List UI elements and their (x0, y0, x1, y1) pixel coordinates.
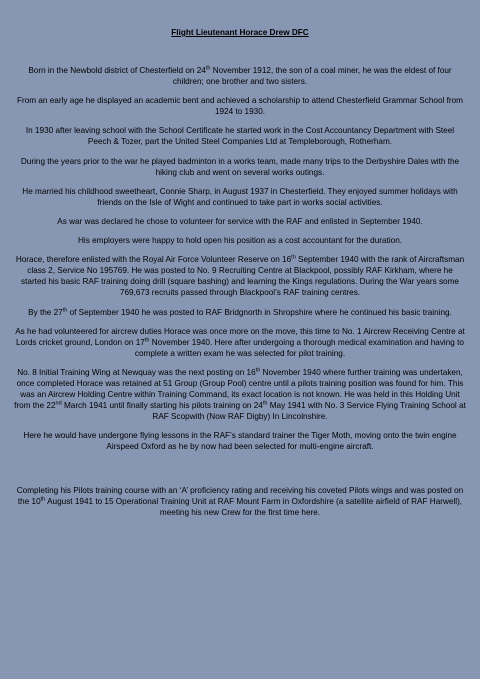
paragraph-education: From an early age he displayed an academic bent and achieved a scholarship to attend Chesterfield Grammar School from 1924 to 1930. (16, 96, 463, 117)
paragraph-flying-lessons: Here he would have undergone flying lessons in the RAF’s standard trainer the Tiger Moth, moving onto the twin engine Airspeed Oxford as he by now had been selected for multi-engine aircraft. (23, 431, 457, 452)
paragraph-employer: His employers were happy to hold open his position as a cost accountant for the duration. (77, 236, 403, 246)
paragraph-prewar-activities: During the years prior to the war he played badminton in a works team, made many trips to the Derbyshire Dales with the hiking club and went on several works outings. (20, 156, 460, 177)
paragraph-enlistment: Horace, therefore enlisted with the Royal Air Force Volunteer Reserve on 16th September 1940 with the rank of Aircraftsman class 2, Service No 195769. He was posted to No. 9 Recruiting Centre at Blackpool, possibly RAF Kirkham, where he started his basic RAF training doing drill (square bashing) and learning the Kings regulations. During the War years some 769,673 recruits passed through Blackpool’s RAF training centres. (15, 254, 465, 298)
spacer (14, 461, 466, 485)
paragraph-pilots-wings: Completing his Pilots training course with an ‘A’ proficiency rating and receiving his coveted Pilots wings and was posted on the 10th August 1941 to 15 Operational Training Unit at RAF Mount Farm in Oxfordshire (a satellite airfield of RAF Harwell), meeting his new Crew for the first time here. (16, 485, 464, 517)
paragraph-marriage: He married his childhood sweetheart, Connie Sharp, in August 1937 in Chesterfield. They enjoyed summer holidays with friends on the Isle of Wight and continued to take part in works social activities. (22, 186, 458, 207)
paragraph-aircrew: As he had volunteered for aircrew duties Horace was once more on the move, this time to No. 1 Aircrew Receiving Centre at Lords cricket ground, London on 17th November 1940. Here after undergoing a thorough medical examination and having to complete a written exam he was selected for pilot training. (15, 326, 465, 358)
paragraph-volunteer: As war was declared he chose to volunteer for service with the RAF and enlisted in September 1940. (57, 216, 423, 226)
paragraph-employment: In 1930 after leaving school with the School Certificate he started work in the Cost Accountancy Department with Steel Peech & Tozer, part the United Steel Companies Ltd at Templeborough, Rotherham. (25, 126, 455, 147)
page-title: Flight Lieutenant Horace Drew DFC (171, 28, 309, 37)
paragraph-training-wing: No. 8 Initial Training Wing at Newquay was the next posting on 16th November 1940 where further training was undertaken, once completed Horace was retained at 51 Group (Group Pool) centre until a pilots training position was found for him. This was an Aircrew Holding Centre within Training Command, its exact location is not known. He was held in this Holding Unit from the 22nd March 1941 until finally starting his pilots training on 24th May 1941 with No. 3 Service Flying Training School at RAF Scopwith (Now RAF Digby) In Lincolnshire. (14, 367, 466, 422)
paragraph-birth: Born in the Newbold district of Chesterfield on 24th November 1912, the son of a coal miner, he was the eldest of four children; one brother and two sisters. (28, 65, 452, 87)
paragraph-bridgnorth: By the 27th of September 1940 he was posted to RAF Bridgnorth in Shropshire where he continued his basic training. (28, 306, 452, 317)
